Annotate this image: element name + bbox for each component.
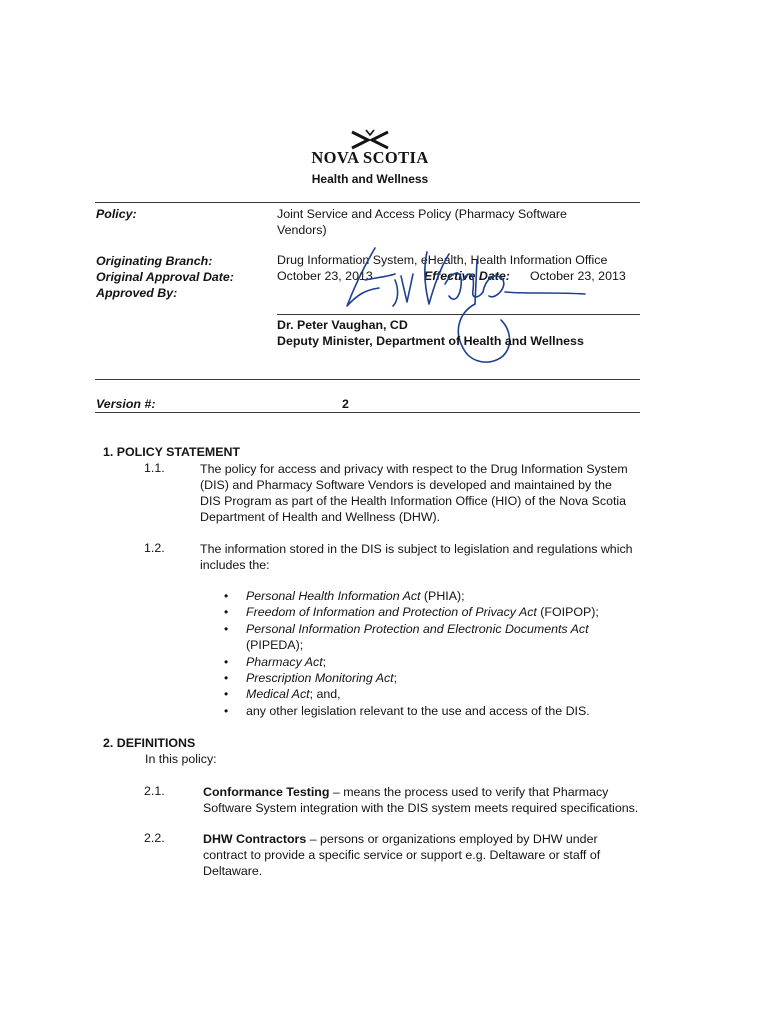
effective-date-label: Effective Date: bbox=[424, 269, 510, 283]
logo-wordmark: NOVA SCOTIA bbox=[311, 148, 429, 167]
paragraph-number: 2.2. bbox=[144, 831, 165, 845]
section-heading-policy-statement: 1. POLICY STATEMENT bbox=[103, 445, 240, 459]
version-value: 2 bbox=[342, 397, 349, 411]
original-approval-date-label: Original Approval Date: bbox=[96, 270, 234, 284]
text-line: includes the: bbox=[200, 558, 270, 572]
version-top-rule bbox=[95, 379, 640, 380]
text-line: The information stored in the DIS is subject to legislation and regulations which bbox=[200, 542, 633, 556]
text-line: contract to provide a specific service or support e.g. Deltaware or staff of bbox=[203, 848, 601, 862]
section-heading-definitions: 2. DEFINITIONS bbox=[103, 736, 196, 750]
definition-dhw-contractors bbox=[203, 831, 600, 879]
paragraph-number: 1.2. bbox=[144, 541, 165, 555]
policy-paragraph-1 bbox=[200, 461, 628, 525]
approver-name: Dr. Peter Vaughan, CD bbox=[277, 318, 408, 332]
text-line: Conformance Testing – means the process used to verify that Pharmacy bbox=[203, 785, 609, 799]
policy-paragraph-2 bbox=[200, 541, 633, 573]
legislation-list bbox=[224, 588, 599, 719]
department-name: Health and Wellness bbox=[311, 172, 429, 186]
handwritten-signature bbox=[335, 240, 595, 380]
saltire-crest-icon bbox=[348, 128, 392, 150]
list-item: • Personal Health Information Act (PHIA); bbox=[224, 588, 599, 604]
list-item-continuation: (PIPEDA); bbox=[246, 638, 304, 653]
list-item: • any other legislation relevant to the use and access of the DIS. bbox=[224, 703, 599, 719]
definition-term: DHW Contractors bbox=[203, 832, 307, 846]
list-item: • Medical Act; and, bbox=[224, 686, 599, 702]
text-line: Deltaware. bbox=[203, 864, 263, 878]
paragraph-number: 2.1. bbox=[144, 784, 165, 798]
approved-by-label: Approved By: bbox=[96, 286, 178, 300]
text-line: DHW Contractors – persons or organizations employed by DHW under bbox=[203, 832, 598, 846]
version-bottom-rule bbox=[95, 412, 640, 413]
version-label: Version #: bbox=[96, 397, 156, 411]
text-line: Software System integration with the DIS system meets required specifications. bbox=[203, 801, 639, 815]
list-item: • Personal Information Protection and Electronic Documents Act bbox=[224, 621, 599, 637]
text-line: The policy for access and privacy with respect to the Drug Information System bbox=[200, 462, 628, 476]
nova-scotia-logo bbox=[290, 128, 450, 186]
signature-rule bbox=[277, 314, 640, 315]
paragraph-number: 1.1. bbox=[144, 461, 165, 475]
text-line: DIS Program as part of the Health Information Office (HIO) of the Nova Scotia bbox=[200, 494, 627, 508]
list-item: • Pharmacy Act; bbox=[224, 654, 599, 670]
text-line: (DIS) and Pharmacy Software Vendors is developed and maintained by the bbox=[200, 478, 612, 492]
policy-label: Policy: bbox=[96, 207, 137, 221]
list-item: • Freedom of Information and Protection of Privacy Act (FOIPOP); bbox=[224, 604, 599, 620]
approver-title: Deputy Minister, Department of Health and Wellness bbox=[277, 334, 584, 348]
policy-value-line1: Joint Service and Access Policy (Pharmacy Software bbox=[277, 207, 567, 221]
definitions-intro: In this policy: bbox=[145, 752, 217, 766]
definition-term: Conformance Testing bbox=[203, 785, 330, 799]
header-rule bbox=[95, 202, 640, 203]
originating-branch-value: Drug Information System, eHealth, Health Information Office bbox=[277, 253, 608, 267]
list-item: • Prescription Monitoring Act; bbox=[224, 670, 599, 686]
effective-date-value: October 23, 2013 bbox=[530, 269, 626, 283]
policy-value-line2: Vendors) bbox=[277, 223, 327, 237]
originating-branch-label: Originating Branch: bbox=[96, 254, 213, 268]
original-approval-date-value: October 23, 2013 bbox=[277, 269, 373, 283]
text-line: Department of Health and Wellness (DHW). bbox=[200, 510, 441, 524]
definition-conformance-testing bbox=[203, 784, 638, 816]
